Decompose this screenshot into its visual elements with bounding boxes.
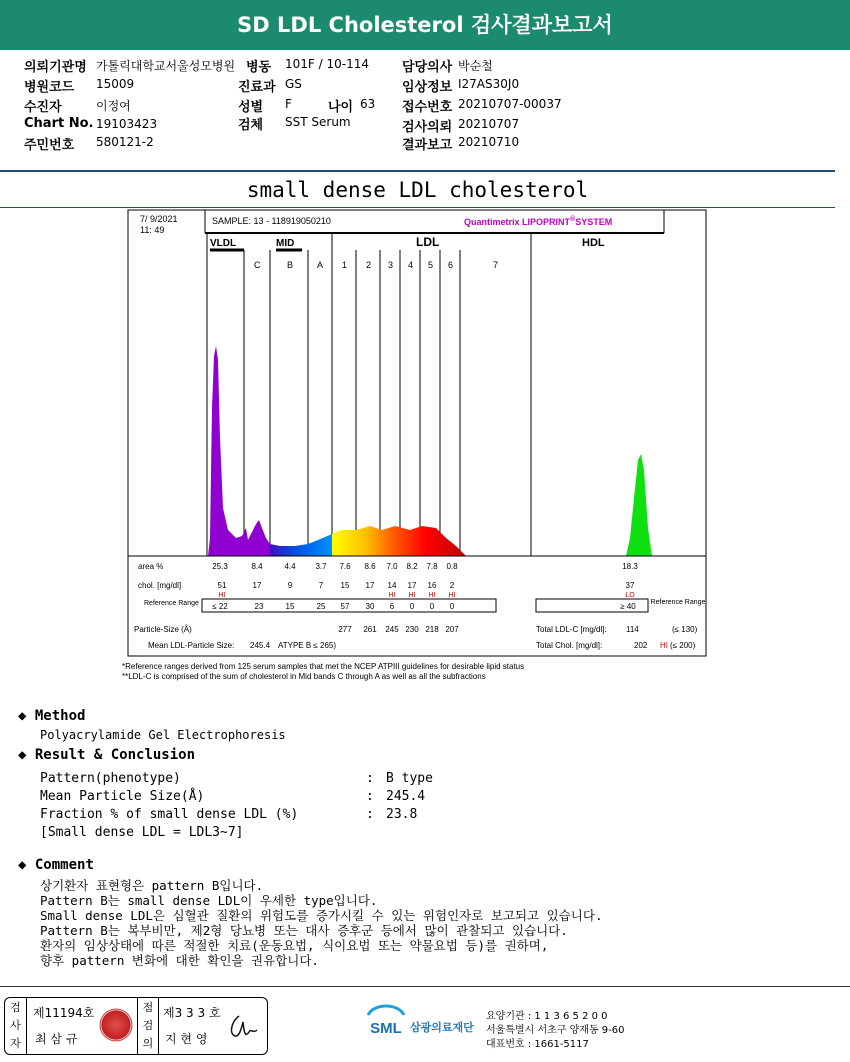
- value-specimen: SST Serum: [285, 115, 351, 129]
- divider: [0, 986, 850, 987]
- ref-label-right: Reference Range: [650, 599, 706, 606]
- report-date: 7/ 9/2021: [140, 214, 178, 224]
- chol-3: 14: [387, 581, 397, 590]
- reviewer-label: 점검의: [137, 998, 159, 1054]
- flag-6: HI: [448, 592, 456, 599]
- comment-line-1: 상기환자 표현형은 pattern B입니다.: [40, 878, 264, 893]
- area-c: 8.4: [251, 562, 263, 571]
- signature-box: [4, 997, 268, 1055]
- area-3: 7.0: [386, 562, 398, 571]
- chol-4: 17: [407, 581, 417, 590]
- report-title: SD LDL Cholesterol 검사결과보고서: [0, 0, 850, 50]
- area-6: 0.8: [446, 562, 458, 571]
- reviewer-no: 제3 3 3 호: [163, 1006, 221, 1020]
- ref-vldl: ≤ 22: [212, 602, 228, 611]
- label-specimen: 검체: [238, 118, 264, 133]
- result-val-2: 245.4: [386, 789, 426, 804]
- area-a: 3.7: [315, 562, 327, 571]
- ldl-value: 114: [626, 625, 639, 634]
- comment-line-3: Small dense LDL은 심혈관 질환의 위험도를 증가시킬 수 있는 위험인자로 보고되고 있습니다.: [40, 908, 603, 923]
- inspector-no: 제11194호: [33, 1006, 95, 1020]
- value-resident-no: 580121-2: [96, 135, 154, 149]
- label-hospital: 의뢰기관명: [24, 60, 87, 75]
- footnote-1: *Reference ranges derived from 125 serum samples that met the NCEP ATPIII guidelines for desirable lipid status: [122, 662, 525, 671]
- ref-hdl: ≥ 40: [620, 602, 636, 611]
- ref-label: Reference Range: [144, 600, 199, 607]
- label-patient: 수진자: [24, 100, 62, 115]
- value-hospital-code: 15009: [96, 77, 135, 91]
- area-4: 8.2: [406, 562, 418, 571]
- brand-label: Quantimetrix LIPOPRINT®SYSTEM: [464, 216, 613, 227]
- diamond-icon: ◆: [18, 857, 27, 873]
- flag-3: HI: [388, 592, 396, 599]
- ref-1: 57: [340, 602, 350, 611]
- logo-text: SML: [370, 1020, 402, 1037]
- sml-logo-icon: [364, 1001, 408, 1041]
- ref-6: 0: [449, 602, 455, 611]
- ps-label: Particle-Size (Å): [134, 625, 192, 634]
- band-2: 2: [366, 260, 372, 270]
- area-b: 4.4: [284, 562, 296, 571]
- band-3: 3: [388, 260, 394, 270]
- org-info-2: 서울특별시 서초구 양재동 9-60: [486, 1025, 625, 1036]
- label-age: 나이: [328, 100, 354, 115]
- group-hdl: HDL: [582, 237, 605, 249]
- mean-label: Mean LDL-Particle Size:: [148, 641, 235, 650]
- value-clinical: I27AS30J0: [458, 77, 520, 91]
- band-6: 6: [448, 260, 454, 270]
- report-time: 11: 49: [140, 225, 165, 235]
- band-c: C: [254, 260, 261, 270]
- sml-logo: [364, 1001, 408, 1041]
- footnote-2: **LDL-C is comprised of the sum of cholesterol in Mid bands C through A as well as all the subfractions: [122, 672, 486, 681]
- ref-3: 6: [389, 602, 395, 611]
- value-dept: GS: [285, 77, 302, 91]
- chol-5: 16: [427, 581, 437, 590]
- footer: [0, 993, 850, 1062]
- result-key-2: Mean Particle Size(Å): [40, 789, 205, 804]
- area-vldl: 25.3: [212, 562, 228, 571]
- label-sex: 성별: [238, 100, 264, 115]
- value-chart-no: 19103423: [96, 117, 158, 131]
- ldl-label: Total LDL-C [mg/dl]:: [536, 625, 607, 634]
- label-resident-no: 주민번호: [24, 138, 75, 153]
- inspector-label: 검사자: [5, 998, 27, 1054]
- chol-2: 17: [365, 581, 375, 590]
- group-vldl: VLDL: [210, 238, 237, 249]
- value-patient: 이정여: [96, 99, 131, 113]
- ref-b: 15: [285, 602, 295, 611]
- org-name: 삼광의료재단: [410, 1021, 474, 1034]
- sample-id: SAMPLE: 13 - 118919050210: [212, 216, 331, 226]
- diamond-icon: ◆: [18, 708, 27, 724]
- flag-4: HI: [408, 592, 416, 599]
- seal-stamp: [99, 1008, 133, 1042]
- method-text: Polyacrylamide Gel Electrophoresis: [40, 728, 286, 742]
- ps-1: 277: [338, 625, 352, 634]
- band-b: B: [287, 260, 294, 270]
- flag-vldl: HI: [218, 592, 226, 599]
- label-doctor: 담당의사: [402, 60, 453, 75]
- chol-b: 9: [287, 581, 293, 590]
- area-hdl: 18.3: [622, 562, 638, 571]
- value-doctor: 박순철: [458, 59, 493, 73]
- group-mid: MID: [276, 238, 295, 249]
- lipoprint-chart: [120, 208, 708, 657]
- label-request: 검사의뢰: [402, 120, 453, 135]
- mean-value: 245.4: [250, 641, 271, 650]
- ps-5: 218: [425, 625, 439, 634]
- result-key-3: Fraction % of small dense LDL (%): [40, 807, 299, 822]
- result-note: [Small dense LDL = LDL3~7]: [40, 825, 244, 840]
- reviewer-name: 지 현 영: [165, 1032, 208, 1046]
- comment-heading: ◆ Comment: [18, 857, 94, 873]
- ldl-ref: (≤ 130): [672, 625, 698, 634]
- value-report-date: 20210710: [458, 135, 520, 149]
- colon: :: [366, 807, 374, 822]
- result-key-1: Pattern(phenotype): [40, 771, 181, 786]
- band-7: 7: [493, 260, 499, 270]
- chol-6: 2: [449, 581, 455, 590]
- label-hospital-code: 병원코드: [24, 80, 75, 95]
- flag-hdl: LO: [625, 592, 635, 599]
- signature-icon: [225, 1012, 261, 1042]
- ps-4: 230: [405, 625, 419, 634]
- ps-6: 207: [445, 625, 459, 634]
- ps-2: 261: [363, 625, 377, 634]
- value-receipt: 20210707-00037: [458, 97, 562, 111]
- comment-line-6: 향후 pattern 변화에 대한 확인을 권유합니다.: [40, 953, 319, 968]
- tc-value: 202: [634, 641, 648, 650]
- ref-a: 25: [316, 602, 326, 611]
- value-sex: F: [285, 97, 292, 111]
- colon: :: [366, 771, 374, 786]
- tc-label: Total Chol. [mg/dl]:: [536, 641, 603, 650]
- area-label: area %: [138, 562, 164, 571]
- ref-4: 0: [409, 602, 415, 611]
- comment-line-2: Pattern B는 small dense LDL이 우세한 type입니다.: [40, 893, 378, 908]
- label-clinical: 임상정보: [402, 80, 453, 95]
- comment-line-4: Pattern B는 복부비만, 제2형 당뇨병 또는 대사 증후군 등에서 많이 관찰되고 있습니다.: [40, 923, 568, 938]
- patient-info: [0, 50, 850, 168]
- comment-line-5: 환자의 임상상태에 따른 적절한 치료(운동요법, 식이요법 또는 약물요법 등)를 권하며,: [40, 938, 549, 953]
- group-ldl: LDL: [416, 235, 440, 249]
- result-val-1: B type: [386, 771, 433, 786]
- mean-type: ATYPE B ≤ 265): [278, 641, 337, 650]
- colon: :: [366, 789, 374, 804]
- label-chart-no: Chart No.: [24, 116, 94, 131]
- band-5: 5: [428, 260, 434, 270]
- chol-vldl: 51: [217, 581, 227, 590]
- area-1: 7.6: [339, 562, 351, 571]
- area-5: 7.8: [426, 562, 438, 571]
- band-1: 1: [342, 260, 348, 270]
- lipoprint-svg: [120, 208, 708, 657]
- result-heading: ◆ Result & Conclusion: [18, 747, 196, 763]
- chol-label: chol. [mg/dl]: [138, 581, 182, 590]
- label-report-date: 결과보고: [402, 138, 453, 153]
- chol-1: 15: [340, 581, 350, 590]
- section-title: small dense LDL cholesterol: [246, 178, 589, 202]
- method-heading: ◆ Method: [18, 708, 86, 724]
- ref-5: 0: [429, 602, 435, 611]
- org-info-3: 대표번호 : 1661-5117: [486, 1039, 589, 1050]
- value-age: 63: [360, 97, 376, 111]
- tc-flag: HI: [660, 641, 668, 650]
- label-ward: 병동: [246, 60, 272, 75]
- label-receipt: 접수번호: [402, 100, 453, 115]
- chol-c: 17: [252, 581, 262, 590]
- label-dept: 진료과: [238, 80, 276, 95]
- band-4: 4: [408, 260, 414, 270]
- value-request: 20210707: [458, 117, 520, 131]
- chol-a: 7: [318, 581, 324, 590]
- ps-3: 245: [385, 625, 399, 634]
- value-ward: 101F / 10-114: [285, 57, 369, 71]
- diamond-icon: ◆: [18, 747, 27, 763]
- band-a: A: [317, 260, 324, 270]
- chol-hdl: 37: [625, 581, 635, 590]
- divider: [0, 170, 835, 172]
- flag-5: HI: [428, 592, 436, 599]
- tc-ref: (≤ 200): [670, 641, 696, 650]
- ref-c: 23: [254, 602, 264, 611]
- area-2: 8.6: [364, 562, 376, 571]
- ref-2: 30: [365, 602, 375, 611]
- inspector-name: 최 삼 규: [35, 1032, 78, 1046]
- result-val-3: 23.8: [386, 807, 418, 822]
- value-hospital: 가톨릭대학교서울성모병원: [96, 59, 236, 73]
- org-info-1: 요양기관 : 1 1 3 6 5 2 0 0: [486, 1011, 608, 1022]
